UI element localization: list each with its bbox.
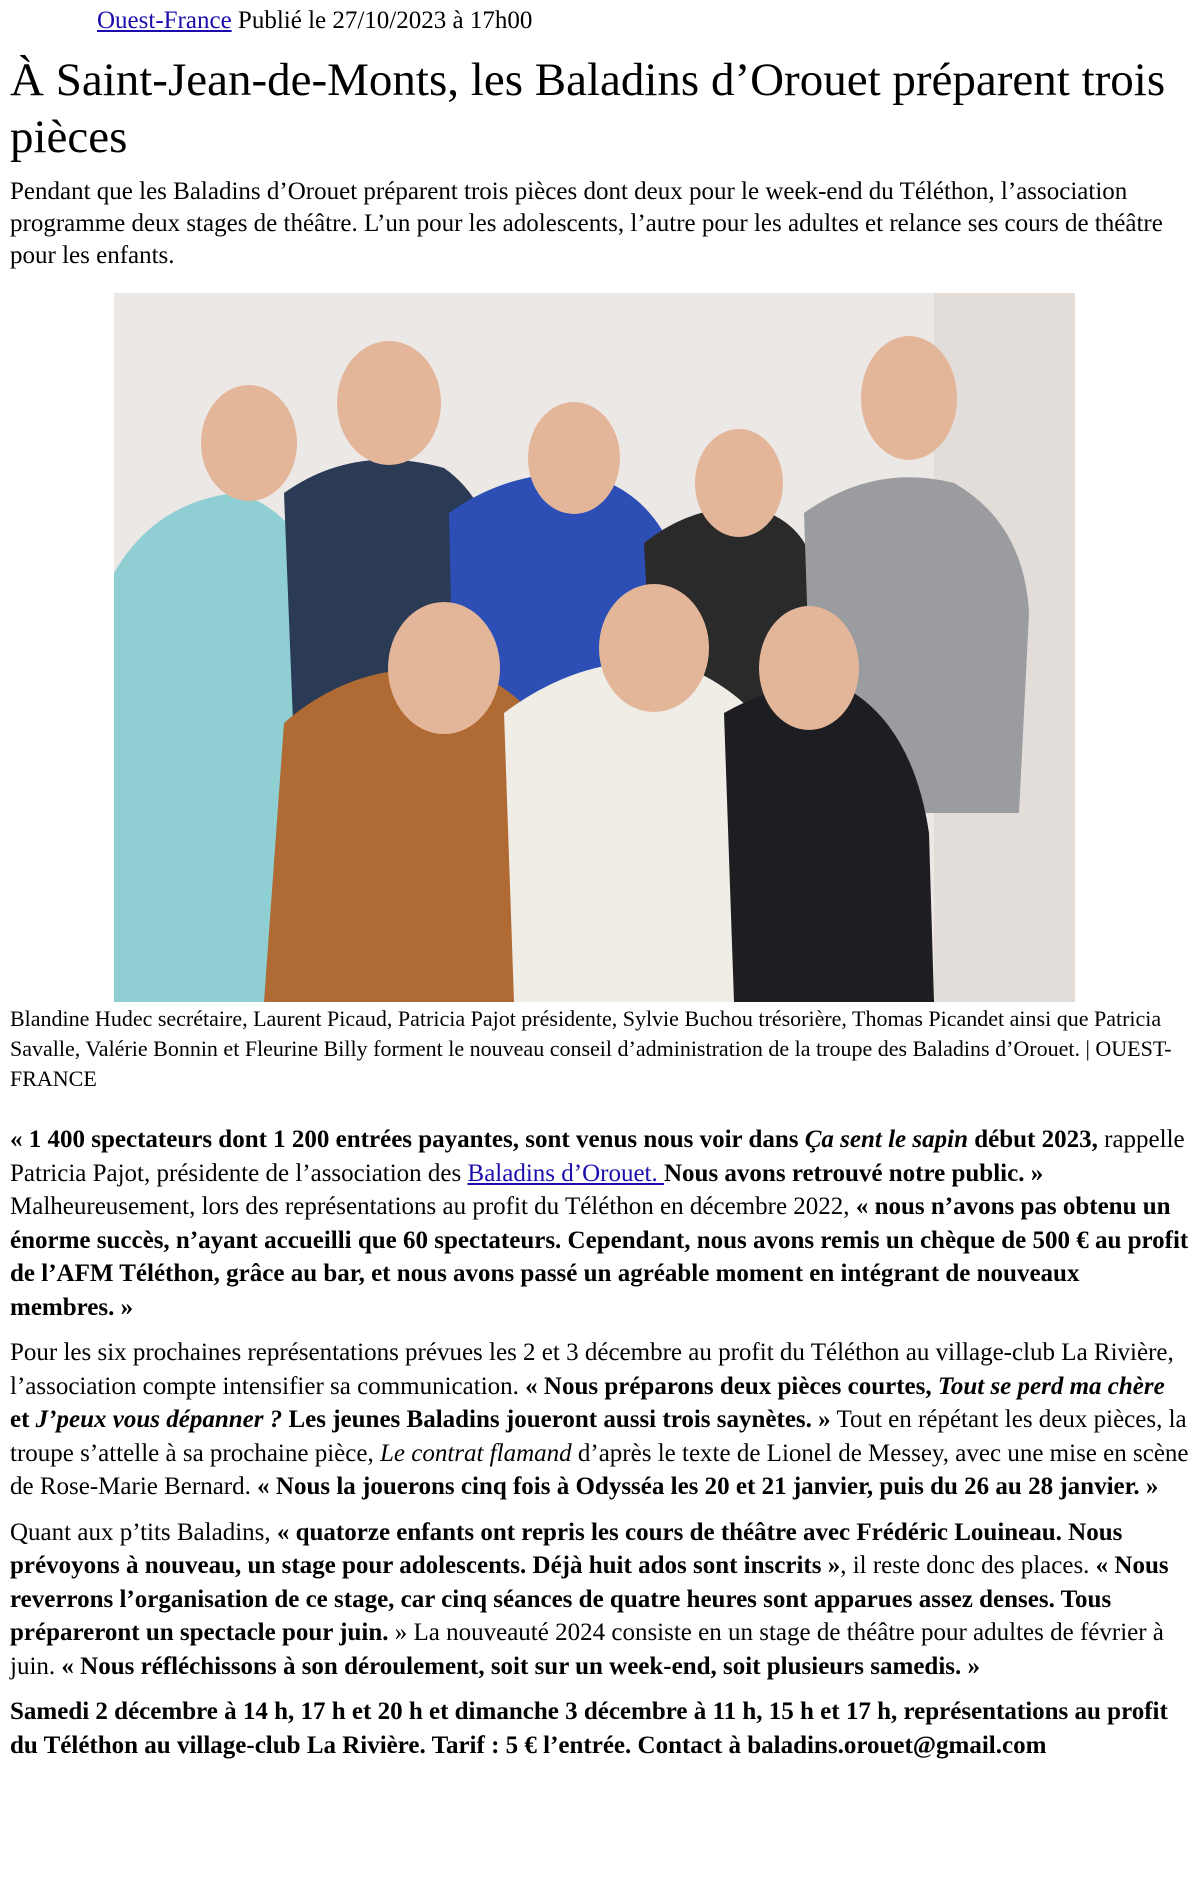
paragraph-2: [10, 1190, 1190, 1324]
quote: « nous n’avons pas obtenu un énorme succès, n’ayant accueilli que 60 spectateurs. Cependant, nous avons remis un chèque de 500 € au profit de l’AFM Téléthon, grâce au bar, et nous avons passé un agréable moment en intégrant de nouveaux membres. »: [10, 1193, 1189, 1321]
text: Tout en répétant les deux pièces, la troupe s’attelle à sa prochaine pièce,: [10, 1406, 1187, 1467]
text: d’après le texte de Lionel de Messey, avec une mise en scène de Rose-Marie Bernard.: [10, 1439, 1189, 1500]
text: , il reste donc des places.: [840, 1552, 1096, 1579]
quote: « Nous préparons deux pièces courtes,: [525, 1372, 938, 1400]
photo-caption: Blandine Hudec secrétaire, Laurent Picaud, Patricia Pajot présidente, Sylvie Buchou trésorière, Thomas Picandet ainsi que Patricia Savalle, Valérie Bonnin et Fleurine Billy forment le nouveau conseil d’administration de la troupe des Baladins d’Orouet. | OUEST-FRANCE: [10, 1006, 1172, 1091]
paragraph-3: [10, 1336, 1190, 1504]
face: [759, 606, 859, 730]
publish-date: Publié le 27/10/2023 à 17h00: [231, 7, 533, 34]
baladins-link[interactable]: Baladins d’Orouet.: [467, 1159, 664, 1187]
text: rappelle Patricia Pajot, présidente de l’association des: [10, 1126, 1185, 1187]
quote: Les jeunes Baladins joueront aussi trois saynètes. »: [282, 1406, 831, 1433]
event-details: Samedi 2 décembre à 14 h, 17 h et 20 h et dimanche 3 décembre à 11 h, 15 h et 17 h, représentations au profit du Téléthon au village-club La Rivière. Tarif : 5 € l’entrée. Contact à baladins.orouet@gmail.com: [10, 1698, 1168, 1759]
face: [388, 602, 500, 734]
quote: « Nous la jouerons cinq fois à Odysséa les 20 et 21 janvier, puis du 26 au 28 janvier. »: [257, 1473, 1159, 1500]
text: Pour les six prochaines représentations prévues les 2 et 3 décembre au profit du Téléthon au village-club La Rivière, l’association compte intensifier sa communication.: [10, 1339, 1174, 1400]
article-lede: Pendant que les Baladins d’Orouet préparent trois pièces dont deux pour le week-end du Téléthon, l’association programme deux stages de théâtre. L’un pour les adolescents, l’autre pour les adultes et relance ses cours de théâtre pour les enfants.: [10, 178, 1163, 269]
article-body: [10, 1123, 1190, 1762]
quote: « Nous réfléchissons à son déroulement, soit sur un week-end, soit plusieurs samedis. »: [61, 1652, 981, 1680]
quote: Nous avons retrouvé notre public. »: [664, 1159, 1044, 1187]
face: [861, 336, 957, 460]
article-title: À Saint-Jean-de-Monts, les Baladins d’Orouet préparent trois pièces: [10, 54, 1166, 163]
play-title: J’peux vous dépanner ?: [35, 1406, 283, 1433]
quote: « 1 400 spectateurs dont 1 200 entrées payantes, sont venus nous voir dans: [10, 1126, 805, 1153]
face: [695, 429, 783, 537]
source-link[interactable]: Ouest-France: [97, 7, 232, 34]
paragraph-1: [10, 1123, 1190, 1190]
quote: et: [10, 1406, 36, 1433]
play-title: Ça sent le sapin: [804, 1126, 968, 1153]
face: [337, 341, 441, 465]
text: Quant aux p’tits Baladins,: [10, 1518, 277, 1546]
quote: début 2023,: [967, 1126, 1098, 1153]
quote: « Nous reverrons l’organisation de ce stage, car cinq séances de quatre heures sont apparues assez denses. Tous prépareront un spectacle pour juin.: [10, 1552, 1169, 1646]
event-info: [10, 1695, 1190, 1762]
paragraph-4: [10, 1516, 1190, 1684]
text: Malheureusement, lors des représentations au profit du Téléthon en décembre 2022,: [10, 1193, 856, 1220]
face: [528, 402, 620, 514]
play-title: Tout se perd ma chère: [937, 1372, 1165, 1400]
play-title: Le contrat flamand: [379, 1439, 572, 1467]
group-photo: [114, 293, 1075, 1002]
face: [201, 385, 297, 501]
text: » La nouveauté 2024 consiste en un stage de théâtre pour adultes de février à juin.: [10, 1619, 1164, 1680]
quote: « quatorze enfants ont repris les cours de théâtre avec Frédéric Louineau. Nous prévoyons à nouveau, un stage pour adolescents. Déjà huit ados sont inscrits »: [10, 1518, 1123, 1579]
article-header: [97, 4, 532, 38]
face: [599, 584, 709, 712]
